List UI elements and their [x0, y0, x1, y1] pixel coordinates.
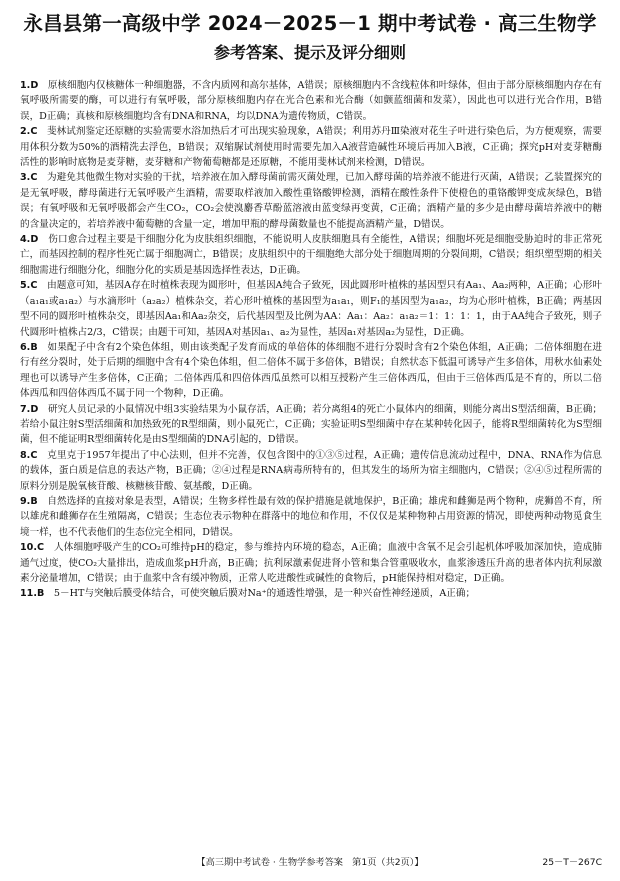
- answer-text: 为避免其他微生物对实验的干扰，培养液在加入酵母菌前需灭菌处理，已加入酵母菌的培养液不能进行灭菌，A错误；乙装置探究的是无氧呼吸，酵母菌进行无氧呼吸产生酒精，需要取样液加入酸性重铬酸钾检测，酒精在酸性条件下使橙色的重铬酸钾变成灰绿色，B错误；有氧呼吸和无氧呼吸都会产生CO₂，CO₂会使溴麝香草酚蓝溶液由蓝变绿再变黄，C正确；酒精产量的多少是由酵母菌培养液中的糖的含量决定的，若培养液中葡萄糖的含量一定，增加甲瓶的酵母菌数量也不能提高酒精产量，D错误。: [20, 172, 602, 230]
- answer-item: [20, 278, 602, 340]
- page-subtitle: 参考答案、提示及评分细则: [213, 43, 406, 62]
- answer-item: [20, 170, 602, 232]
- answer-item: [20, 340, 602, 402]
- answer-item: [20, 540, 602, 586]
- answer-number: 10.C: [20, 542, 45, 554]
- answer-number: 11.B: [20, 588, 45, 600]
- answer-number: 4.D: [20, 234, 39, 246]
- answer-item: [20, 232, 602, 278]
- answer-number: 3.C: [20, 172, 38, 184]
- answer-text: 由题意可知，基因A存在时植株表现为圆形叶，但基因A纯合子致死，因此圆形叶植株的基因型只有Aa₁、Aa₂两种，A正确；心形叶（a₁a₁或a₁a₂）与水滴形叶（a₂a₂）植株杂交，若心形叶植株的基因型为a₁a₁，则F₁的基因型为a₁a₂，均为心形叶植株，B正确；两基因型不同的圆形叶植株杂交，即基因Aa₁和Aa₂杂交，后代基因型及比例为AA：Aa₁：Aa₂：a₁a₂＝1：1：1：1，由于AA纯合子致死，则子代圆形叶植株占2/3，C错误；由题干可知，基因A对基因a₁、a₂为显性，基因a₁对基因a₂为显性，D正确。: [20, 280, 602, 338]
- footer-page-info: 【高三期中考试卷 · 生物学参考答案 第1页（共2页）】: [196, 857, 424, 868]
- answer-number: 2.C: [20, 126, 38, 138]
- answer-number: 7.D: [20, 403, 39, 415]
- answer-number: 6.B: [20, 341, 38, 353]
- answer-text: 自然选择的直接对象是表型，A错误；生物多样性最有效的保护措施是就地保护，B正确；雄虎和雌狮是两个物种，虎狮兽不育，所以雄虎和雌狮存在生殖隔离，C错误；生态位表示物种在群落中的地位和作用，不仅仅是某种物种占用资源的情况，即使两种动物觅食生境一样，也不代表他们的生态位完全相同，D错误。: [20, 495, 602, 538]
- answer-item: [20, 78, 602, 124]
- answer-text: 伤口愈合过程主要是干细胞分化为皮肤组织细胞，不能说明人皮肤细胞具有全能性，A错误；细胞坏死是细胞受胁迫时的非正常死亡，而基因控制的程序性死亡属于细胞凋亡，B错误；皮肤组织中的干细胞绝大部分处于细胞周期的分裂间期，C错误；组织塑型期的相关细胞需进行细胞分化，细胞分化的实质是基因选择性表达，D正确。: [20, 234, 602, 276]
- answer-number: 5.C: [20, 280, 38, 292]
- answer-text: 如果配子中含有2个染色体组，则由该类配子发育而成的单倍体的体细胞不进行分裂时含有2个染色体组，A正确；二倍体细胞在进行有丝分裂时，处于后期的细胞中含有4个染色体组，但二倍体不属于多倍体，B错误；自然状态下低温可诱导产生多倍体，用秋水仙素处理也可以诱导产生多倍体，C正确；二倍体西瓜和四倍体西瓜虽然可以相互授粉产生三倍体西瓜，但由于三倍体西瓜是不育的，所以二倍体西瓜和四倍体西瓜不属于同一个物种，D正确。: [20, 341, 602, 400]
- answer-text: 克里克于1957年提出了中心法则，但并不完善，仅包含图中的①③⑤过程，A正确；遗传信息流动过程中，DNA、RNA作为信息的载体，蛋白质是信息的表达产物，B正确；②④过程是RNA病毒所特有的，但其发生的场所为宿主细胞内，C错误；②④⑤过程所需的原料分别是脱氧核苷酸、核糖核苷酸、氨基酸，D正确。: [20, 449, 602, 492]
- page-footer: [0, 854, 620, 870]
- page-title: 永昌县第一高级中学 2024－2025－1 期中考试卷 · 高三生物学: [23, 12, 597, 35]
- answer-list: [20, 78, 602, 848]
- answer-number: 9.B: [20, 495, 38, 507]
- answer-text: 斐林试剂鉴定还原糖的实验需要水浴加热后才可出现实验现象，A错误；利用苏丹Ⅲ染液对花生子叶进行染色后，为方便观察，需要用体积分数为50%的酒精洗去浮色，B错误；双缩脲试剂使用时需要先加入A液营造碱性环境后再加入B液，C正确；探究pH对麦芽糖酶活性的影响时底物是麦芽糖，麦芽糖和产物葡萄糖都是还原糖，不能用斐林试剂来检测，D错误。: [20, 126, 602, 169]
- answer-text: 人体细胞呼吸产生的CO₂可维持pH的稳定，参与维持内环境的稳态，A正确；血液中含氧不足会引起机体呼吸加深加快，造成肺通气过度，使CO₂大量排出，造成血浆pH升高，B正确；抗利尿激素促进肾小管和集合管重吸收水，血浆渗透压升高的患者体内抗利尿激素分泌量增加，C错误；由于血浆中含有缓冲物质，正常人吃进酸性或碱性的食物后，pH能保持相对稳定，D正确。: [20, 542, 602, 584]
- answer-item: [20, 494, 602, 540]
- answer-text: 原核细胞内仅核糖体一种细胞器，不含内质网和高尔基体，A错误；原核细胞内不含线粒体和叶绿体，但由于部分原核细胞内存在有氧呼吸所需要的酶，可以进行有氧呼吸，部分原核细胞内存在光合色素和光合酶（如颤蓝细菌和发菜），因此也可以进行光合作用，B错误，D正确；真核和原核细胞均含有DNA和RNA，均以DNA为遗传物质，C错误。: [20, 80, 602, 122]
- answer-number: 8.C: [20, 449, 38, 461]
- answer-number: 1.D: [20, 80, 39, 91]
- answer-text: 研究人员记录的小鼠情况中组3实验结果为小鼠存活，A正确；若分离组4的死亡小鼠体内的细菌，则能分离出S型活细菌，B正确；若给小鼠注射S型活细菌和加热致死的R型细菌，则小鼠死亡，C正确；实验证明S型细菌中存在某种转化因子，能将R型细菌转化为S型细菌，但不能证明R型细菌转化是由S型细菌的DNA引起的，D错误。: [20, 403, 602, 446]
- answer-item: [20, 402, 602, 448]
- footer-code: 25－T－267C: [542, 857, 602, 868]
- answer-item: [20, 586, 602, 601]
- answer-text: 5－HT与突触后膜受体结合，可使突触后膜对Na⁺的通透性增强，是一种兴奋性神经递质，A正确；: [53, 588, 476, 600]
- answer-item: [20, 124, 602, 170]
- answer-item: [20, 448, 602, 494]
